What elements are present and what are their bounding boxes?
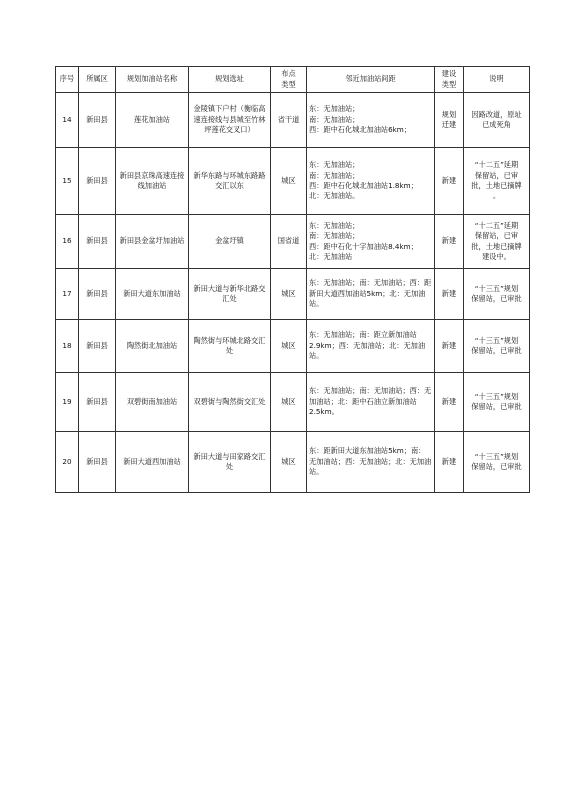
row-county: 新田县: [79, 148, 116, 215]
row-station-name: 双碧街南加油站: [116, 373, 189, 432]
row-site: 陶然街与环城北路交汇处: [189, 320, 271, 373]
row-note: “十三五”规划 保留站，已审批: [464, 432, 530, 493]
row-neighbor-distance: 东：距新田大道东加油站5km；南：无加油站；西：无加油站；北：无加油站。: [307, 432, 435, 493]
row-no: 16: [56, 215, 79, 269]
table-row: [56, 215, 530, 269]
row-neighbor-distance: 东：无加油站；南：无加油站；西：无加油站；北：距中石油立新加油站2.5km。: [307, 373, 435, 432]
row-note: “十二五”延期 保留站，已审 批，土地已摘牌 建设中。: [464, 215, 530, 269]
row-no: 17: [56, 269, 79, 320]
row-no: 15: [56, 148, 79, 215]
row-county: 新田县: [79, 373, 116, 432]
row-station-name: 新田县金盆圩加油站: [116, 215, 189, 269]
row-zone-type: 省干道: [271, 93, 307, 148]
row-note: “十三五”规划 保留站，已审批: [464, 269, 530, 320]
table-row: [56, 93, 530, 148]
row-county: 新田县: [79, 432, 116, 493]
distance-text: 东：无加油站； 南：无加油站； 西：距中石化十字加油站8.4km； 北：无加油站: [309, 220, 418, 261]
gas-station-plan-table: [55, 66, 530, 493]
header-zone-type: 布点 类型: [271, 67, 307, 93]
table-row: [56, 320, 530, 373]
table-row: [56, 148, 530, 215]
row-zone-type: 城区: [271, 320, 307, 373]
row-station-name: 新田县京珠高速连接线加油站: [116, 148, 189, 215]
row-note: “十二五”延期 保留站，已审 批，土地已摘牌 。: [464, 148, 530, 215]
row-site: 金陵镇下户村（衡临高速连接线与县城至竹林坪莲花交叉口）: [189, 93, 271, 148]
header-no: 序号: [56, 67, 79, 93]
row-zone-type: 国省道: [271, 215, 307, 269]
row-station-name: 新田大道东加油站: [116, 269, 189, 320]
header-build-type: 建设 类型: [435, 67, 464, 93]
table-row: [56, 373, 530, 432]
row-zone-type: 城区: [271, 432, 307, 493]
header-county: 所属区: [79, 67, 116, 93]
row-build-type: 新建: [435, 269, 464, 320]
row-zone-type: 城区: [271, 269, 307, 320]
row-station-name: 新田大道西加油站: [116, 432, 189, 493]
row-site: 新华东路与环城东路路交汇以东: [189, 148, 271, 215]
row-no: 18: [56, 320, 79, 373]
header-neighbor-distance: 邻近加油站间距: [307, 67, 435, 93]
header-station-name: 规划加油站名称: [116, 67, 189, 93]
row-neighbor-distance: 东：无加油站； 南：无加油站； 西：距中石化城北加油站1.8km； 北：无加油站。: [307, 148, 435, 215]
table-header-row: [56, 67, 530, 93]
row-site: 金盆圩镇: [189, 215, 271, 269]
row-county: 新田县: [79, 269, 116, 320]
row-county: 新田县: [79, 215, 116, 269]
row-no: 19: [56, 373, 79, 432]
row-note: “十三五”规划 保留站，已审批: [464, 373, 530, 432]
row-neighbor-distance: [307, 215, 435, 269]
table-row: [56, 432, 530, 493]
row-build-type: 新建: [435, 373, 464, 432]
row-no: 20: [56, 432, 79, 493]
row-no: 14: [56, 93, 79, 148]
row-station-name: 陶然街北加油站: [116, 320, 189, 373]
table-row: [56, 269, 530, 320]
row-neighbor-distance: 东：无加油站；南：无加油站；西：距新田大道西加油站5km；北：无加油站。: [307, 269, 435, 320]
row-county: 新田县: [79, 93, 116, 148]
row-build-type: 规划 迁建: [435, 93, 464, 148]
header-note: 说明: [464, 67, 530, 93]
header-site: 规划选址: [189, 67, 271, 93]
row-build-type: 新建: [435, 432, 464, 493]
row-station-name: 莲花加油站: [116, 93, 189, 148]
row-site: 新田大道与田家路交汇处: [189, 432, 271, 493]
row-site: 新田大道与新华北路交汇处: [189, 269, 271, 320]
row-build-type: 新建: [435, 148, 464, 215]
row-neighbor-distance: 东：无加油站； 南：无加油站； 西：距中石化城北加油站6km；: [307, 93, 435, 148]
row-build-type: 新建: [435, 215, 464, 269]
row-build-type: 新建: [435, 320, 464, 373]
row-zone-type: 城区: [271, 373, 307, 432]
row-county: 新田县: [79, 320, 116, 373]
row-site: 双碧街与陶然街交汇处: [189, 373, 271, 432]
row-note: “十三五”规划 保留站，已审批: [464, 320, 530, 373]
row-neighbor-distance: 东：无加油站；南：距立新加油站2.9km；西：无加油站；北：无加油站。: [307, 320, 435, 373]
row-note: 因路改道，原址 已成死角: [464, 93, 530, 148]
row-zone-type: 城区: [271, 148, 307, 215]
